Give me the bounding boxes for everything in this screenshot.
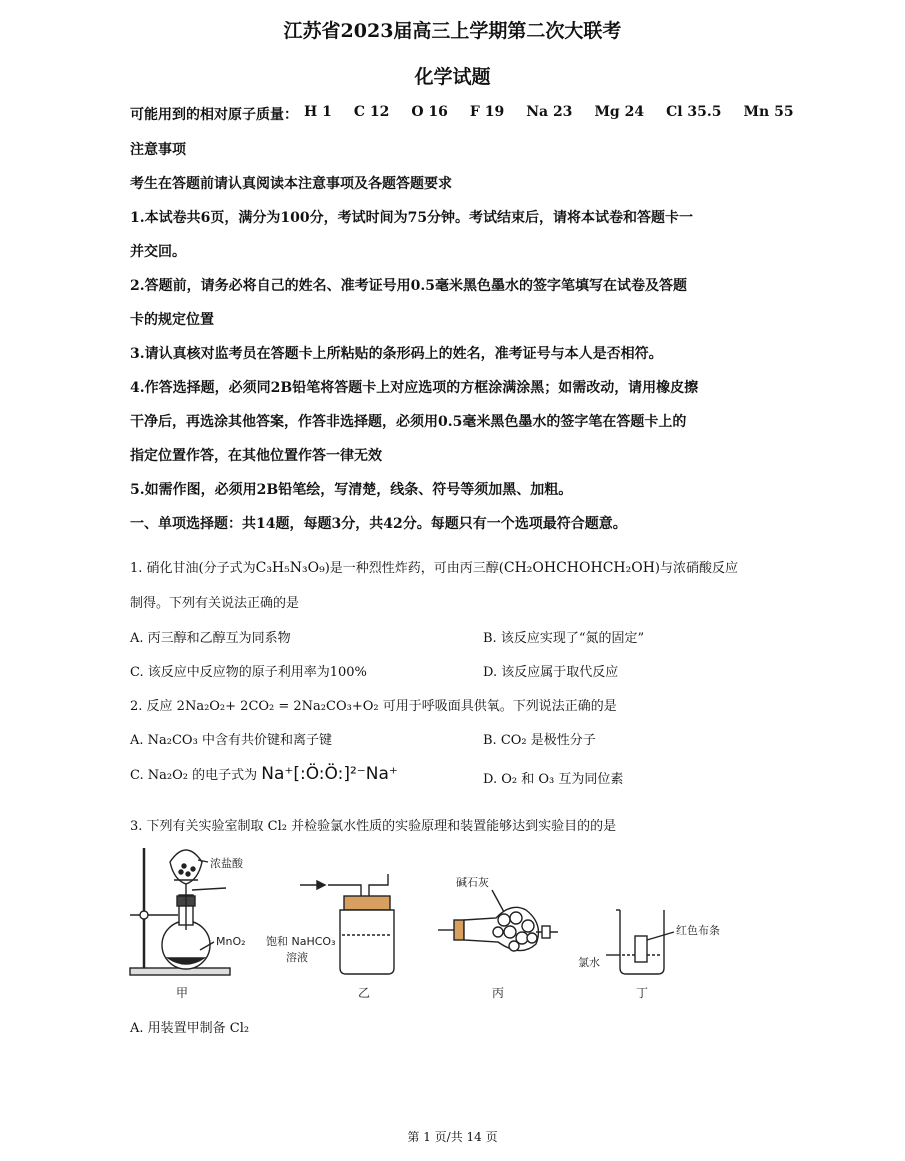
apparatus-bing bbox=[438, 890, 558, 951]
caption-yi: 乙 bbox=[358, 986, 371, 1000]
q1-option-b[interactable]: B. 该反应实现了“氮的固定” bbox=[483, 631, 645, 646]
electron-formula: Na⁺[:Ö:Ö:]²⁻Na⁺ bbox=[261, 764, 398, 784]
atomic-mass-item: Mg 24 bbox=[594, 104, 645, 120]
q3-stem: 3. 下列有关实验室制取 Cl₂ 并检验氯水性质的实验原理和装置能够达到实验目的的是 bbox=[130, 819, 617, 834]
notice-line: 卡的规定位置 bbox=[130, 312, 214, 328]
label-soda-lime: 碱石灰 bbox=[456, 876, 489, 889]
q2-stem: 2. 反应 2Na₂O₂+ 2CO₂ = 2Na₂CO₃+O₂ 可用于呼吸面具供氧。下列说法正确的是 bbox=[130, 699, 617, 714]
notice-line: 4.作答选择题，必须同2B铅笔将答题卡上对应选项的方框涂满涂黑；如需改动，请用橡皮擦 bbox=[130, 380, 699, 396]
apparatus-labels bbox=[176, 856, 720, 1000]
q1-stem-part: )是一种烈性炸药，可由丙三醇( bbox=[324, 561, 504, 576]
atomic-mass-item: H 1 bbox=[304, 104, 332, 120]
atomic-mass-item: F 19 bbox=[469, 104, 505, 120]
atomic-mass-item: Na 23 bbox=[526, 104, 573, 120]
q3-option-a[interactable]: A. 用装置甲制备 Cl₂ bbox=[130, 1021, 250, 1036]
section-heading: 一、单项选择题：共14题，每题3分，共42分。每题只有一个选项最符合题意。 bbox=[130, 516, 627, 532]
q1-option-d[interactable]: D. 该反应属于取代反应 bbox=[483, 665, 619, 680]
notice-line: 并交回。 bbox=[130, 244, 186, 260]
q1-option-a[interactable]: A. 丙三醇和乙醇互为同系物 bbox=[130, 631, 291, 646]
q1-stem-part: )与浓硝酸反应 bbox=[654, 561, 738, 576]
apparatus-figure bbox=[126, 840, 766, 1005]
notice-line: 5.如需作图，必须用2B铅笔绘，写清楚，线条、符号等须加黑、加粗。 bbox=[130, 482, 573, 498]
atomic-mass-row bbox=[130, 104, 794, 124]
q2-option-c[interactable] bbox=[130, 764, 398, 784]
exam-subject: 化学试题 bbox=[414, 66, 491, 88]
q1-option-c[interactable]: C. 该反应中反应物的原子利用率为100% bbox=[130, 665, 367, 680]
label-conc-hcl: 浓盐酸 bbox=[210, 857, 243, 870]
notice-line: 指定位置作答，在其他位置作答一律无效 bbox=[130, 448, 382, 464]
atomic-mass-item: Cl 35.5 bbox=[666, 104, 722, 120]
caption-ding: 丁 bbox=[636, 986, 649, 1000]
q2-option-b[interactable]: B. CO₂ 是极性分子 bbox=[483, 733, 596, 748]
notice-line: 干净后，再选涂其他答案，作答非选择题，必须用0.5毫米黑色墨水的签字笔在答题卡上的 bbox=[130, 414, 687, 430]
notice-line: 2.答题前，请务必将自己的姓名、准考证号用0.5毫米黑色墨水的签字笔填写在试卷及答题 bbox=[130, 278, 687, 294]
notice-line: 1.本试卷共6页，满分为100分，考试时间为75分钟。考试结束后，请将本试卷和答题卡一 bbox=[130, 210, 694, 226]
q2-option-c-prefix: C. Na₂O₂ 的电子式为 bbox=[130, 768, 258, 783]
atomic-mass-item: O 16 bbox=[411, 104, 448, 120]
caption-jia: 甲 bbox=[176, 986, 189, 1000]
label-mno2: MnO₂ bbox=[216, 935, 246, 948]
q1-stem-part: 1. 硝化甘油(分子式为 bbox=[130, 561, 256, 576]
apparatus-yi bbox=[300, 874, 394, 974]
label-solution: 溶液 bbox=[286, 951, 308, 964]
notice-heading: 注意事项 bbox=[130, 142, 186, 158]
q1-stem-line2: 制得。下列有关说法正确的是 bbox=[130, 596, 300, 611]
atomic-mass-label: 可能用到的相对原子质量： bbox=[130, 107, 298, 123]
atomic-mass-item: Mn 55 bbox=[743, 104, 794, 120]
q1-formula-glycerol: CH₂OHCHOHCH₂OH bbox=[503, 560, 655, 576]
caption-bing: 丙 bbox=[492, 986, 505, 1000]
notice-line: 3.请认真核对监考员在答题卡上所粘贴的条形码上的姓名，准考证号与本人是否相符。 bbox=[130, 346, 663, 362]
q2-option-d[interactable]: D. O₂ 和 O₃ 互为同位素 bbox=[483, 772, 624, 787]
atomic-mass-item: C 12 bbox=[353, 104, 390, 120]
q2-option-a[interactable]: A. Na₂CO₃ 中含有共价键和离子键 bbox=[130, 733, 332, 748]
page-footer: 第 1 页/共 14 页 bbox=[407, 1130, 498, 1144]
apparatus-ding bbox=[606, 910, 674, 974]
exam-title: 江苏省2023届高三上学期第二次大联考 bbox=[283, 20, 622, 42]
label-nahco3: 饱和 NaHCO₃ bbox=[266, 935, 336, 948]
q1-stem bbox=[130, 557, 738, 576]
label-chlorine-water: 氯水 bbox=[578, 956, 600, 969]
label-red-cloth: 红色布条 bbox=[676, 924, 720, 937]
notice-intro: 考生在答题前请认真阅读本注意事项及各题答题要求 bbox=[130, 176, 452, 192]
q1-formula-nitroglycerin: C₃H₅N₃O₉ bbox=[255, 560, 325, 576]
